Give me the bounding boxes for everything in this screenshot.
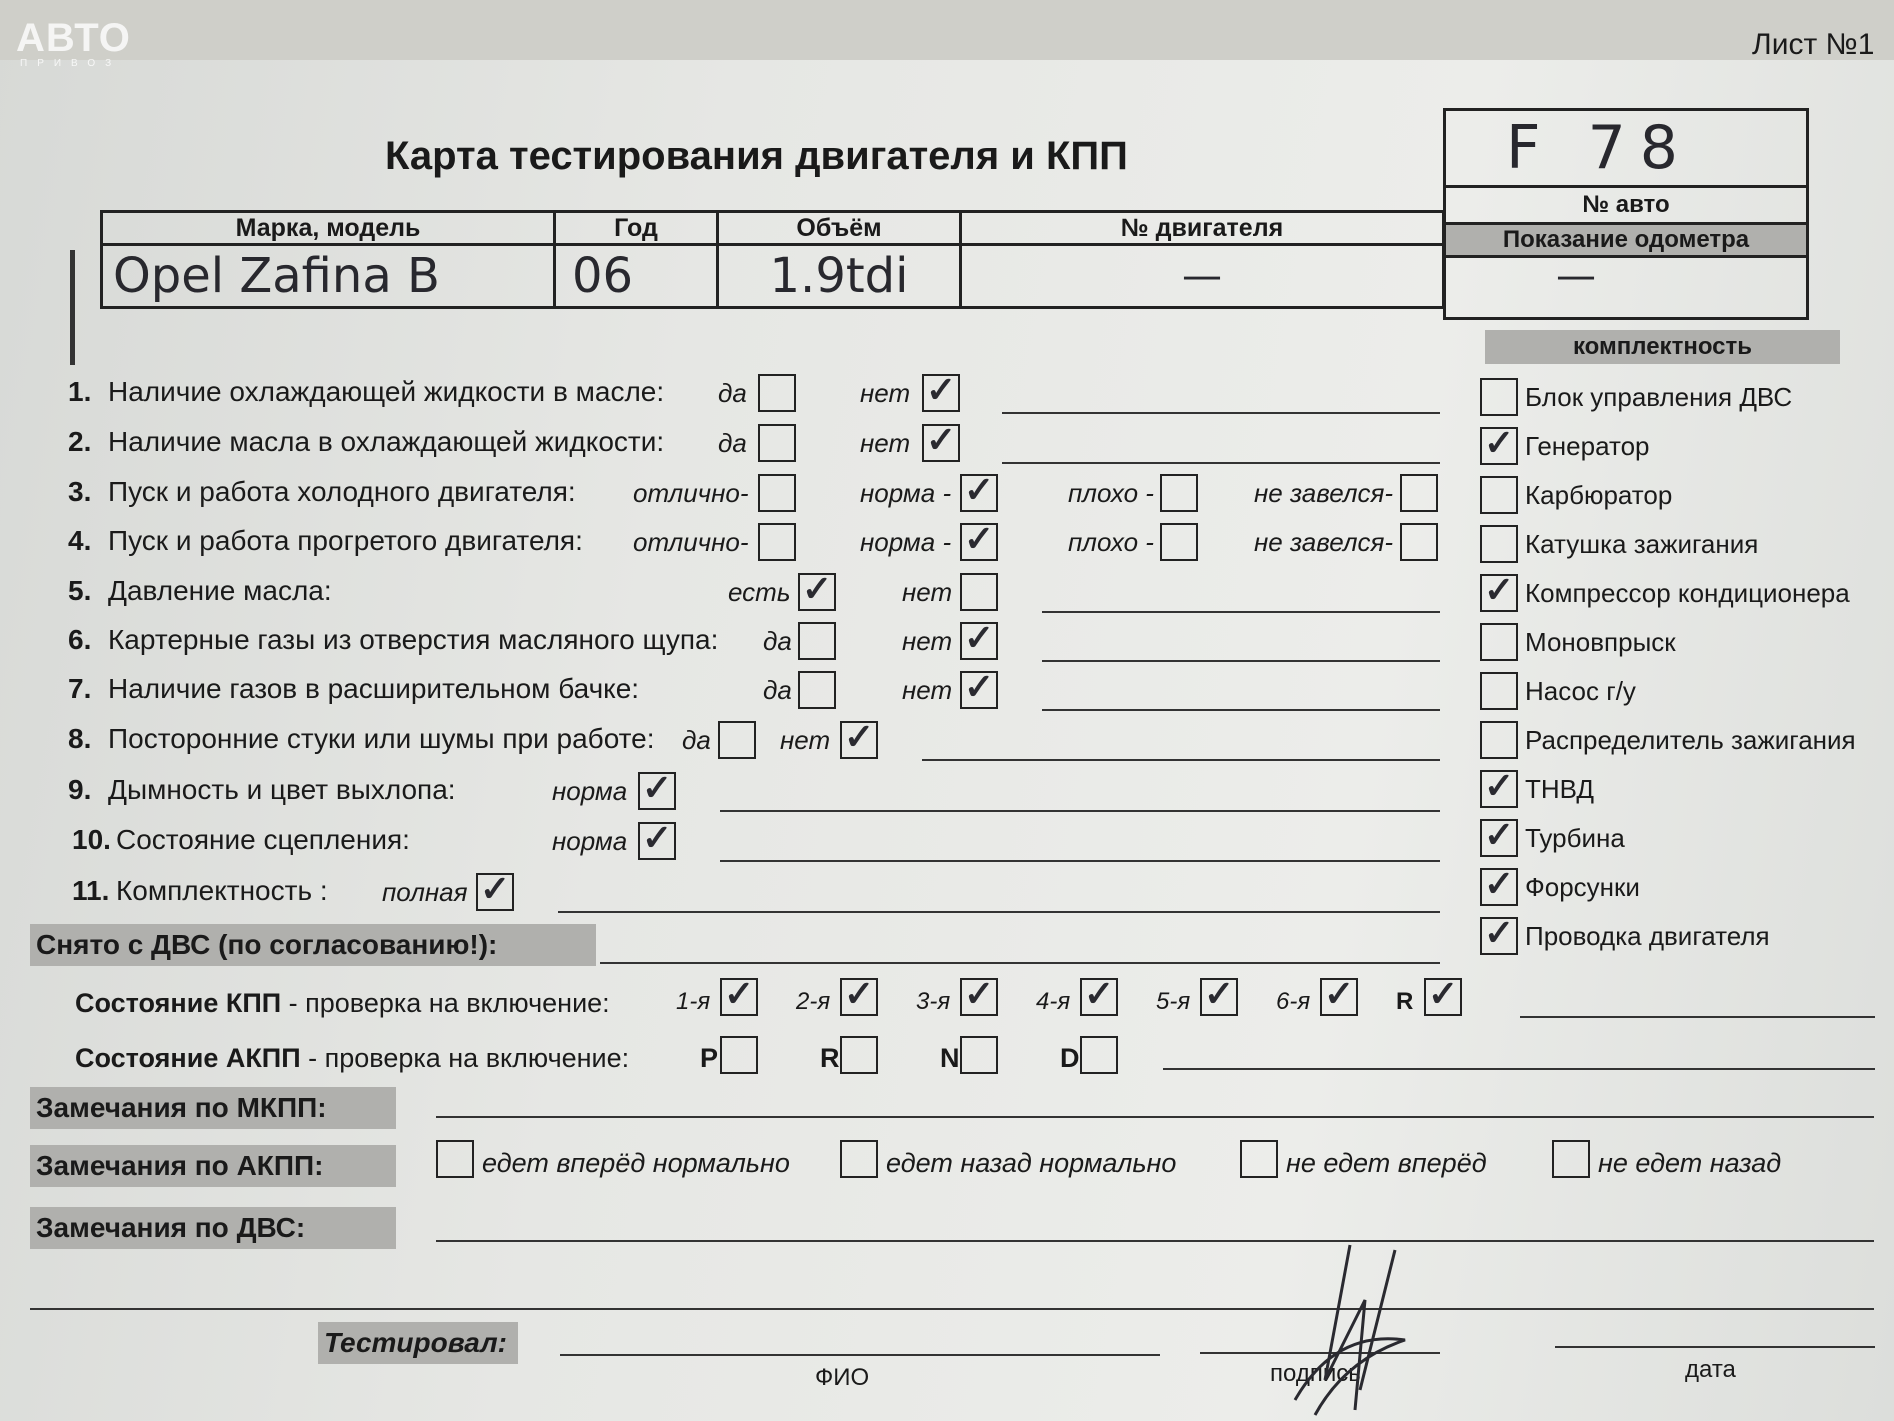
sign-caption: подпись <box>1270 1360 1361 1387</box>
komplekt-checkbox[interactable] <box>1480 672 1518 710</box>
komplekt-item-label: Генератор <box>1525 431 1650 461</box>
item-number: 1. <box>68 376 92 407</box>
akpp-line <box>1163 1068 1875 1070</box>
notes-line <box>1002 462 1440 464</box>
check-mark: ✓ <box>1484 765 1515 806</box>
item-number: 4. <box>68 525 92 556</box>
akpp-mode-checkbox[interactable] <box>720 1036 758 1074</box>
notes-line <box>1042 611 1440 613</box>
item-text: Посторонние стуки или шумы при работе: <box>108 723 655 754</box>
akpp-remark-label: не едет назад <box>1598 1148 1782 1178</box>
option-label: плохо - <box>1068 478 1154 508</box>
remarks-dvs-line <box>436 1240 1874 1242</box>
item-text: Наличие охлаждающей жидкости в масле: <box>108 376 665 407</box>
option-checkbox[interactable] <box>798 671 836 709</box>
check-mark: ✓ <box>1484 814 1515 855</box>
gear-label: 4-я <box>1036 988 1071 1015</box>
check-mark: ✓ <box>926 419 957 460</box>
check-mark: ✓ <box>642 767 673 808</box>
option-checkbox[interactable] <box>960 573 998 611</box>
option-label: нет <box>860 428 911 458</box>
volume-label: Объём <box>718 212 961 245</box>
check-mark: ✓ <box>480 868 511 909</box>
item-text: Давление масла: <box>108 575 332 606</box>
akpp-mode-checkbox[interactable] <box>1080 1036 1118 1074</box>
notes-line <box>922 759 1440 761</box>
komplekt-item-label: Распределитель зажигания <box>1525 725 1856 755</box>
item-text: Дымность и цвет выхлопа: <box>108 774 456 805</box>
check-mark: ✓ <box>642 817 673 858</box>
volume-value: 1.9tdi <box>718 245 961 308</box>
komplekt-header: комплектность <box>1485 330 1840 364</box>
check-mark: ✓ <box>1204 973 1235 1014</box>
akpp-mode-checkbox[interactable] <box>960 1036 998 1074</box>
akpp-remark-checkbox[interactable] <box>1240 1140 1278 1178</box>
auto-number-box <box>1443 108 1809 320</box>
option-checkbox[interactable] <box>758 424 796 462</box>
check-mark: ✓ <box>964 469 995 510</box>
option-label: да <box>763 675 792 705</box>
auto-number-label: № авто <box>1446 188 1806 225</box>
check-mark: ✓ <box>1484 912 1515 953</box>
option-label: да <box>763 626 792 656</box>
check-mark: ✓ <box>964 666 995 707</box>
kpp-label: Состояние КПП - проверка на включение: <box>75 988 610 1018</box>
check-mark: ✓ <box>724 973 755 1014</box>
option-label: плохо - <box>1068 527 1154 557</box>
option-checkbox[interactable] <box>718 721 756 759</box>
check-mark: ✓ <box>844 716 875 757</box>
komplekt-item-label: Катушка зажигания <box>1525 529 1759 559</box>
option-label: отлично- <box>633 527 749 557</box>
komplekt-item-label: Насос г/у <box>1525 676 1636 706</box>
item-number: 6. <box>68 624 92 655</box>
akpp-label: Состояние АКПП - проверка на включение: <box>75 1043 630 1073</box>
akpp-remark-label: едет назад нормально <box>886 1148 1177 1178</box>
option-checkbox[interactable] <box>758 474 796 512</box>
komplekt-item-label: ТНВД <box>1525 774 1595 804</box>
item-number: 2. <box>68 426 92 457</box>
option-label: не завелся- <box>1254 527 1394 557</box>
notes-line <box>558 911 1440 913</box>
option-checkbox[interactable] <box>1160 474 1198 512</box>
komplekt-item-label: Форсунки <box>1525 872 1640 902</box>
komplekt-item-label: Блок управления ДВС <box>1525 382 1793 412</box>
akpp-mode-label: N <box>940 1043 960 1073</box>
option-label: норма <box>552 776 628 806</box>
item-number: 3. <box>68 476 92 507</box>
item-number: 10. <box>72 824 111 855</box>
check-mark: ✓ <box>926 369 957 410</box>
sheet-number: Лист №1 <box>1752 28 1875 61</box>
item-text: Пуск и работа холодного двигателя: <box>108 476 576 507</box>
komplekt-item-label: Компрессор кондиционера <box>1525 578 1850 608</box>
option-label: нет <box>860 378 911 408</box>
option-label: норма <box>552 826 628 856</box>
akpp-mode-label: P <box>700 1043 719 1073</box>
option-label: нет <box>780 725 831 755</box>
item-number: 11. <box>72 875 110 906</box>
odometer-value: — <box>1556 253 1596 299</box>
gear-label: 6-я <box>1276 988 1311 1015</box>
gear-label: 2-я <box>796 988 831 1015</box>
option-label: нет <box>902 577 953 607</box>
komplekt-checkbox[interactable] <box>1480 721 1518 759</box>
date-caption: дата <box>1685 1356 1736 1383</box>
margin-mark <box>70 250 75 365</box>
engine-no-label: № двигателя <box>961 212 1444 245</box>
check-mark: ✓ <box>964 518 995 559</box>
item-text: Пуск и работа прогретого двигателя: <box>108 525 583 556</box>
option-label: да <box>718 378 747 408</box>
year-label: Год <box>555 212 718 245</box>
page-title: Карта тестирования двигателя и КПП <box>385 134 1128 178</box>
check-mark: ✓ <box>1084 973 1115 1014</box>
year-value: 06 <box>555 245 718 308</box>
item-text: Комплектность : <box>116 875 328 906</box>
fio-caption: ФИО <box>815 1364 870 1391</box>
komplekt-item-label: Проводка двигателя <box>1525 921 1770 951</box>
removed-label: Снято с ДВС (по согласованию!): <box>30 924 596 966</box>
item-text: Картерные газы из отверстия масляного щупа: <box>108 624 719 655</box>
komplekt-item-label: Карбюратор <box>1525 480 1673 510</box>
komplekt-checkbox[interactable] <box>1480 525 1518 563</box>
brand-value: Opel Zafina B <box>102 245 555 308</box>
signature-scribble <box>1255 1240 1435 1420</box>
notes-line <box>1002 412 1440 414</box>
item-number: 7. <box>68 673 92 704</box>
akpp-remark-checkbox[interactable] <box>1552 1140 1590 1178</box>
tested-label: Тестировал: <box>318 1322 518 1364</box>
item-number: 9. <box>68 774 92 805</box>
item-text: Наличие газов в расширительном бачке: <box>108 673 640 704</box>
engine-no-value: — <box>961 245 1444 308</box>
option-label: нет <box>902 675 953 705</box>
notes-line <box>1042 709 1440 711</box>
option-label: есть <box>728 577 791 607</box>
komplekt-item-label: Турбина <box>1525 823 1625 853</box>
check-mark: ✓ <box>1428 973 1459 1014</box>
notes-line <box>720 860 1440 862</box>
check-mark: ✓ <box>1324 973 1355 1014</box>
option-checkbox[interactable] <box>758 523 796 561</box>
akpp-remark-checkbox[interactable] <box>436 1140 474 1178</box>
check-mark: ✓ <box>964 973 995 1014</box>
watermark-logo: АВТО ПРИВОЗ <box>16 16 131 69</box>
akpp-remark-checkbox[interactable] <box>840 1140 878 1178</box>
akpp-mode-checkbox[interactable] <box>840 1036 878 1074</box>
option-label: отлично- <box>633 478 749 508</box>
notes-line <box>1042 660 1440 662</box>
option-checkbox[interactable] <box>798 622 836 660</box>
option-checkbox[interactable] <box>1160 523 1198 561</box>
background-top <box>0 0 1894 60</box>
option-checkbox[interactable] <box>1400 523 1438 561</box>
check-mark: ✓ <box>844 973 875 1014</box>
option-label: норма - <box>860 478 952 508</box>
check-mark: ✓ <box>802 568 833 609</box>
check-mark: ✓ <box>1484 863 1515 904</box>
kpp-line <box>1520 1016 1875 1018</box>
akpp-mode-label: R <box>820 1043 840 1073</box>
check-mark: ✓ <box>1484 422 1515 463</box>
option-checkbox[interactable] <box>758 374 796 412</box>
item-text: Состояние сцепления: <box>116 824 410 855</box>
item-number: 5. <box>68 575 92 606</box>
komplekt-checkbox[interactable] <box>1480 476 1518 514</box>
komplekt-checkbox[interactable] <box>1480 378 1518 416</box>
brand-label: Марка, модель <box>102 212 555 245</box>
option-label: полная <box>382 877 468 907</box>
komplekt-item-label: Моновпрыск <box>1525 627 1676 657</box>
item-number: 8. <box>68 723 92 754</box>
gear-label: 1-я <box>676 988 711 1015</box>
fio-line <box>560 1354 1160 1356</box>
option-label: не завелся- <box>1254 478 1394 508</box>
notes-line <box>720 810 1440 812</box>
removed-line <box>600 962 1440 964</box>
akpp-mode-label: D <box>1060 1043 1080 1073</box>
remarks-akpp-label: Замечания по АКПП: <box>30 1145 396 1187</box>
item-text: Наличие масла в охлаждающей жидкости: <box>108 426 665 457</box>
option-label: норма - <box>860 527 952 557</box>
vehicle-header-table <box>100 210 1445 309</box>
option-label: да <box>682 725 711 755</box>
komplekt-checkbox[interactable] <box>1480 623 1518 661</box>
remarks-mkpp-label: Замечания по МКПП: <box>30 1087 396 1129</box>
gear-label: 3-я <box>916 988 951 1015</box>
option-checkbox[interactable] <box>1400 474 1438 512</box>
remarks-mkpp-line <box>436 1116 1874 1118</box>
check-mark: ✓ <box>1484 569 1515 610</box>
auto-number-value: F 78 <box>1506 113 1692 183</box>
option-label: да <box>718 428 747 458</box>
option-label: нет <box>902 626 953 656</box>
date-line <box>1555 1346 1875 1348</box>
check-mark: ✓ <box>964 617 995 658</box>
gear-label: R <box>1396 988 1414 1015</box>
gear-label: 5-я <box>1156 988 1191 1015</box>
remarks-dvs-label: Замечания по ДВС: <box>30 1207 396 1249</box>
remarks-extra-line <box>30 1308 1874 1310</box>
akpp-remark-label: едет вперёд нормально <box>482 1148 790 1178</box>
odometer-label: Показание одометра <box>1446 225 1806 258</box>
akpp-remark-label: не едет вперёд <box>1286 1148 1487 1178</box>
